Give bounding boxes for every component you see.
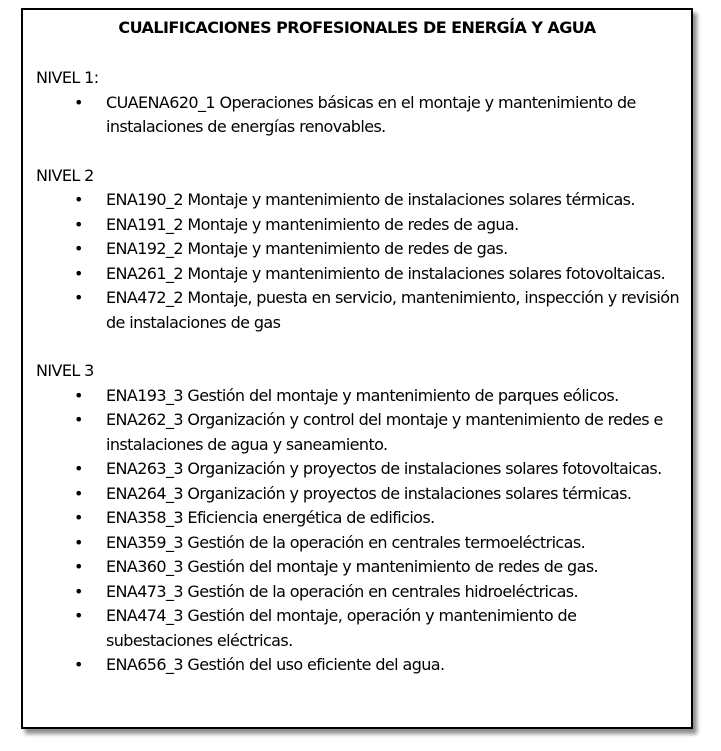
list-item <box>36 237 686 262</box>
list-item <box>36 482 686 507</box>
bullet-icon: • <box>74 532 83 552</box>
list-item-text: ENA192_2 Montaje y mantenimiento de redes de gas. <box>106 239 508 258</box>
list-item-text: ENA262_3 Organización y control del montaje y mantenimiento de redes e instalaciones de agua y saneamiento. <box>106 410 663 454</box>
bullet-icon: • <box>74 410 83 429</box>
list-item <box>36 531 686 556</box>
document-title: CUALIFICACIONES PROFESIONALES DE ENERGÍA Y AGUA <box>118 18 596 37</box>
bullet-icon: • <box>74 92 83 112</box>
list-item-text: ENA261_2 Montaje y mantenimiento de instalaciones solares fotovoltaicas. <box>106 263 666 283</box>
level-2-list <box>36 188 686 335</box>
level-3-section <box>36 359 686 678</box>
level-2-section <box>36 164 686 336</box>
list-item-text: ENA474_3 Gestión del montaje, operación y mantenimiento de subestaciones eléctricas. <box>106 606 577 650</box>
list-item <box>36 408 686 457</box>
list-item-text: ENA360_3 Gestión del montaje y mantenimiento de redes de gas. <box>106 557 599 576</box>
bullet-icon: • <box>74 459 83 478</box>
bullet-icon: • <box>74 239 83 258</box>
level-3-list <box>36 384 686 678</box>
list-item <box>36 188 686 213</box>
list-item <box>36 262 686 287</box>
bullet-icon: • <box>74 508 83 527</box>
list-item-text: ENA263_3 Organización y proyectos de instalaciones solares fotovoltaicas. <box>106 459 662 478</box>
list-item <box>36 580 686 605</box>
list-item-text: ENA191_2 Montaje y mantenimiento de redes de agua. <box>106 214 519 234</box>
bullet-icon: • <box>74 655 83 674</box>
qualifications-content <box>36 66 686 678</box>
list-item-text: ENA190_2 Montaje y mantenimiento de instalaciones solares térmicas. <box>106 190 635 209</box>
level-1-section <box>36 66 686 140</box>
list-item-text: CUAENA620_1 Operaciones básicas en el montaje y mantenimiento de instalaciones de energías renovables. <box>106 92 636 136</box>
bullet-icon: • <box>74 557 83 576</box>
list-item <box>36 653 686 678</box>
bullet-icon: • <box>74 263 83 283</box>
list-item-text: ENA358_3 Eficiencia energética de edificios. <box>106 508 435 527</box>
level-heading: NIVEL 2 <box>36 165 94 185</box>
list-item <box>36 604 686 653</box>
list-item-text: ENA193_3 Gestión del montaje y mantenimiento de parques eólicos. <box>106 385 619 405</box>
list-item-text: ENA264_3 Organización y proyectos de instalaciones solares térmicas. <box>106 483 632 503</box>
list-item <box>36 555 686 580</box>
bullet-icon: • <box>74 190 83 209</box>
level-heading: NIVEL 1: <box>36 68 99 87</box>
bullet-icon: • <box>74 581 83 601</box>
list-item <box>36 286 686 335</box>
list-item-text: ENA473_3 Gestión de la operación en centrales hidroeléctricas. <box>106 581 579 601</box>
bullet-icon: • <box>74 385 83 405</box>
level-heading: NIVEL 3 <box>36 361 94 380</box>
list-item-text: ENA359_3 Gestión de la operación en centrales termoeléctricas. <box>106 532 586 552</box>
document-frame <box>21 8 693 729</box>
list-item <box>36 384 686 409</box>
level-1-list <box>36 91 686 140</box>
bullet-icon: • <box>74 214 83 234</box>
list-item-text: ENA656_3 Gestión del uso eficiente del agua. <box>106 655 445 674</box>
list-item <box>36 457 686 482</box>
list-item <box>36 91 686 140</box>
list-item <box>36 506 686 531</box>
list-item <box>36 213 686 238</box>
list-item-text: ENA472_2 Montaje, puesta en servicio, mantenimiento, inspección y revisión de instalaciones de gas <box>106 288 679 332</box>
bullet-icon: • <box>74 606 83 625</box>
bullet-icon: • <box>74 288 83 307</box>
bullet-icon: • <box>74 483 83 503</box>
